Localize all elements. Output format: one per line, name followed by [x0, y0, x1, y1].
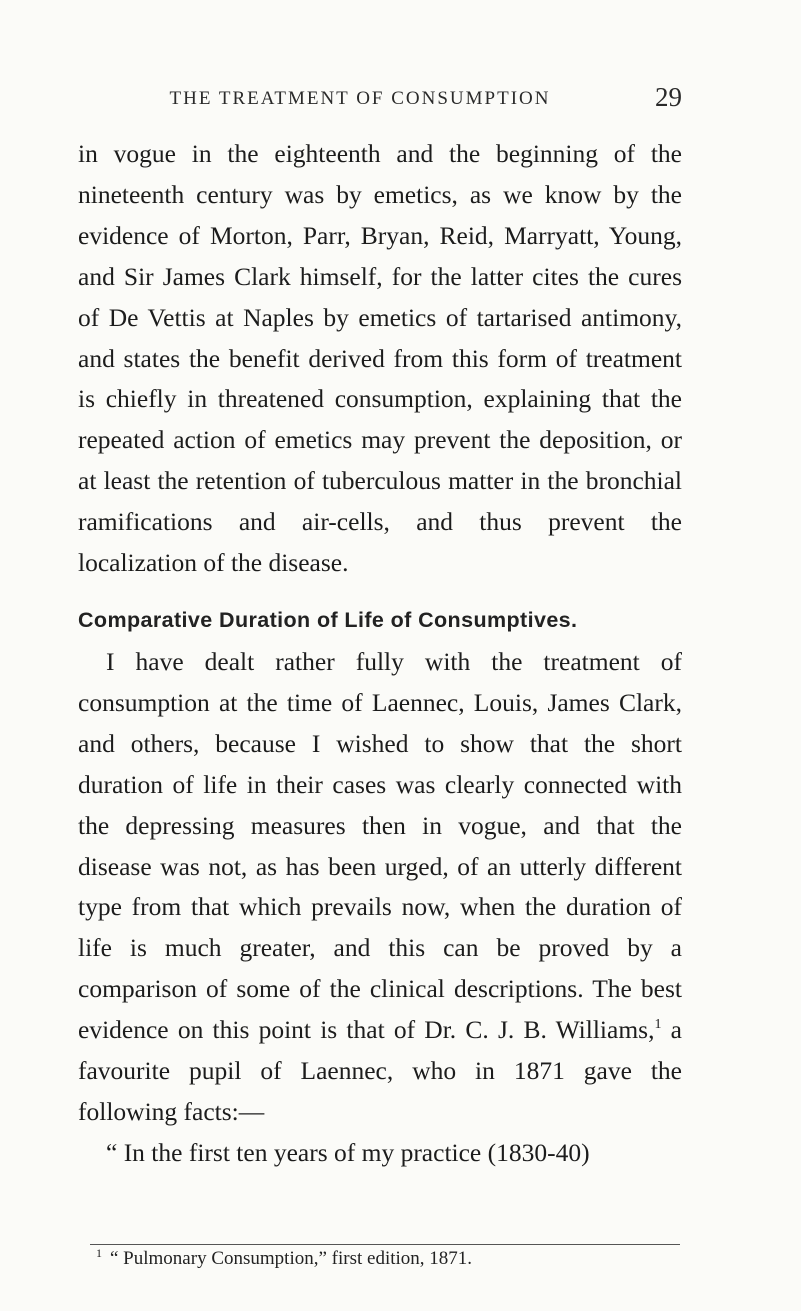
page-number: 29: [655, 82, 682, 112]
running-head: [78, 82, 682, 118]
footnote-divider: [90, 1244, 680, 1245]
paragraph-comparison-text: I have dealt rather fully with the treatment of consumption at the time of Laennec, Louis, James Clark, and others, because I wished to show that the short duration of life in their cases was clearly connected with the depressing measures then in vogue, and that the disease was not, as has been urged, of an utterly different type from that which prevails now, when the duration of life is much greater, and this can be proved by a comparison of some of the clinical descriptions. The best evidence on this point is that of Dr. C. J. B. Williams,: [78, 646, 682, 1045]
footnote: [96, 1248, 686, 1270]
paragraph-comparison: [78, 642, 682, 1133]
body-text: [78, 134, 682, 1174]
quotation-start: “ In the first ten years of my practice (1830-40): [106, 1137, 590, 1167]
footnote-reference: 1: [654, 1017, 662, 1033]
section-heading: Comparative Duration of Life of Consumptives.: [78, 607, 578, 632]
footnote-text: “ Pulmonary Consumption,” first edition, 1871.: [110, 1248, 473, 1269]
footnote-marker: 1: [96, 1246, 102, 1260]
paragraph-comparison-continuation: a favourite pupil of Laennec, who in 1871 gave the following facts:—: [78, 1015, 682, 1126]
running-title: THE TREATMENT OF CONSUMPTION: [169, 88, 551, 109]
paragraph-emetics: in vogue in the eighteenth and the beginning of the nineteenth century was by emetics, as we know by the evidence of Morton, Parr, Bryan, Reid, Marryatt, Young, and Sir James Clark himself, for the latter cites the cures of De Vettis at Naples by emetics of tartarised antimony, and states the benefit derived from this form of treatment is chiefly in threatened consumption, explaining that the repeated action of emetics may prevent the deposition, or at least the retention of tuberculous matter in the bronchial ramifications and air-cells, and thus prevent the localization of the disease.: [78, 139, 682, 578]
